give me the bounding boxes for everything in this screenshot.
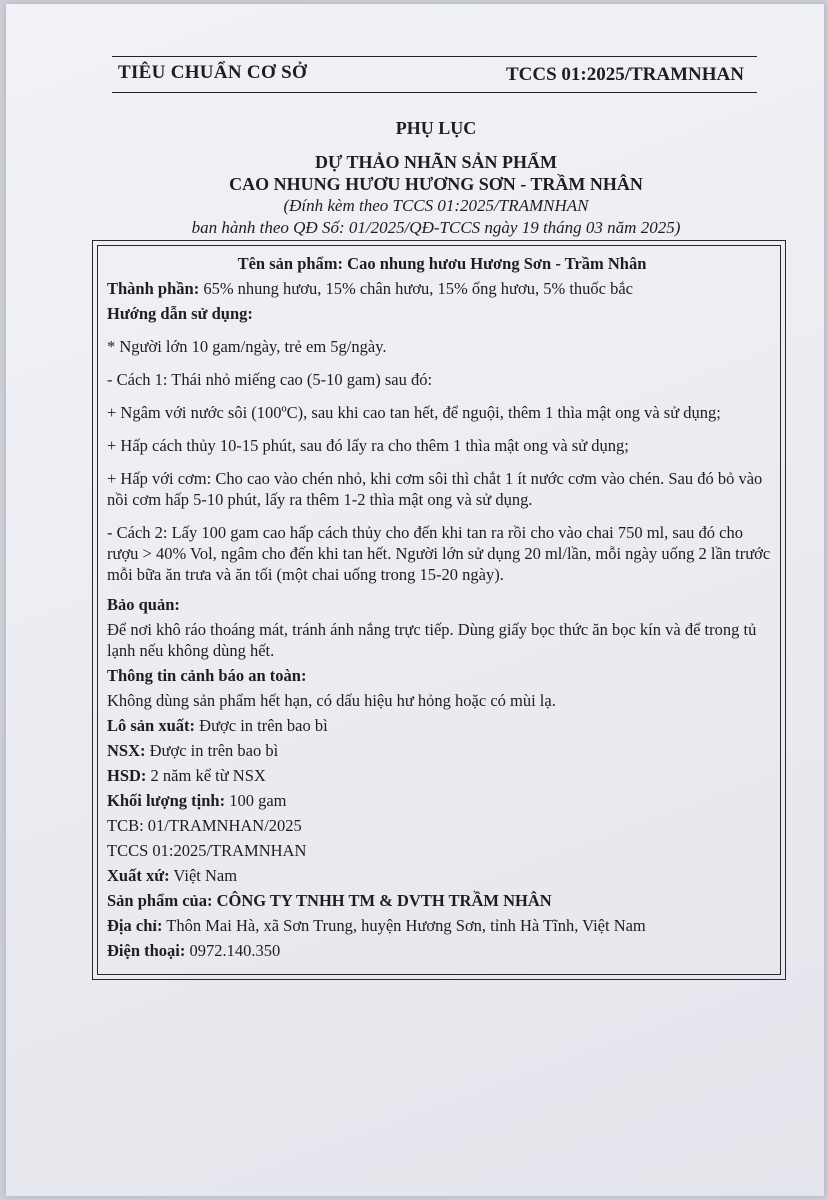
usage-line: + Hấp cách thủy 10-15 phút, sau đó lấy ra cho thêm 1 thìa mật ong và sử dụng; — [107, 436, 629, 455]
address — [107, 915, 777, 936]
ingredients — [107, 278, 777, 299]
issued-note: ban hành theo QĐ Số: 01/2025/QĐ-TCCS ngày 19 tháng 03 năm 2025) — [191, 218, 681, 237]
maker — [107, 890, 777, 911]
ingredients-value: 65% nhung hươu, 15% chân hươu, 15% ống hươu, 5% thuốc bắc — [199, 279, 633, 298]
maker-label: Sản phẩm của: — [107, 891, 213, 910]
phone-value: 0972.140.350 — [185, 941, 281, 960]
attached-note: (Đính kèm theo TCCS 01:2025/TRAMNHAN — [283, 196, 589, 215]
safety-value: Không dùng sản phẩm hết hạn, có dấu hiệu hư hỏng hoặc có mùi lạ. — [107, 691, 556, 710]
lot-value: Được in trên bao bì — [195, 716, 328, 735]
address-value: Thôn Mai Hà, xã Sơn Trung, huyện Hương Sơn, tỉnh Hà Tĩnh, Việt Nam — [162, 916, 646, 935]
usage-line: + Hấp với cơm: Cho cao vào chén nhỏ, khi cơm sôi thì chắt 1 ít nước cơm vào chén. Sau đó bỏ vào nồi cơm hấp 5-10 phút, lấy ra thêm 1-2 thìa mật ong và sử dụng. — [107, 469, 763, 509]
usage-line: - Cách 2: Lấy 100 gam cao hấp cách thủy cho đến khi tan ra rồi cho vào chai 750 ml, sau đó cho rượu > 40% Vol, ngâm cho đến khi tan hết. Người lớn sử dụng 20 ml/lần, mỗi ngày uống 2 lần trước mỗi bữa ăn trưa và ăn tối (một chai uống trong 15-20 ngày). — [107, 523, 771, 584]
appendix-title: PHỤ LỤC — [395, 118, 477, 138]
phone-label: Điện thoại: — [107, 941, 186, 960]
exp-value: 2 năm kể từ NSX — [146, 766, 266, 785]
address-label: Địa chỉ: — [107, 916, 163, 935]
mfg-value: Được in trên bao bì — [145, 741, 279, 760]
maker-value: CÔNG TY TNHH TM & DVTH TRẦM NHÂN — [212, 891, 552, 910]
usage-line: * Người lớn 10 gam/ngày, trẻ em 5g/ngày. — [107, 337, 387, 356]
weight-label: Khối lượng tịnh: — [107, 791, 226, 810]
product-label-content — [107, 253, 777, 961]
lot-label: Lô sản xuất: — [107, 716, 196, 735]
title-block — [106, 118, 766, 239]
document-page — [6, 4, 824, 1196]
ingredients-label: Thành phần: — [107, 279, 200, 298]
product-label-box — [92, 240, 786, 980]
usage-line: - Cách 1: Thái nhỏ miếng cao (5-10 gam) sau đó: — [107, 370, 433, 389]
usage-label: Hướng dẫn sử dụng: — [107, 304, 253, 323]
header-standard-title: TIÊU CHUẨN CƠ SỞ — [118, 62, 308, 83]
phone — [107, 940, 777, 961]
exp-label: HSD: — [107, 766, 147, 785]
weight-value: 100 gam — [225, 791, 287, 810]
draft-label-title: DỰ THẢO NHÃN SẢN PHẨM — [315, 152, 557, 172]
expiry — [107, 765, 777, 786]
header-rule-top — [112, 56, 757, 57]
storage-value: Để nơi khô ráo thoáng mát, tránh ánh nắng trực tiếp. Dùng giấy bọc thức ăn bọc kín và để trong tủ lạnh nếu không dùng hết. — [107, 620, 757, 660]
header-standard-code: TCCS 01:2025/TRAMNHAN — [505, 64, 744, 85]
product-title: CAO NHUNG HƯƠU HƯƠNG SƠN - TRẦM NHÂN — [229, 174, 643, 194]
origin-value: Việt Nam — [169, 866, 238, 885]
safety-label: Thông tin cảnh báo an toàn: — [107, 666, 307, 685]
origin — [107, 865, 777, 886]
product-name: Tên sản phẩm: Cao nhung hươu Hương Sơn - Trầm Nhân — [237, 254, 647, 273]
tcb-code: TCB: 01/TRAMNHAN/2025 — [107, 816, 302, 835]
lot — [107, 715, 777, 736]
mfg-label: NSX: — [107, 741, 146, 760]
storage-label: Bảo quản: — [107, 595, 180, 614]
tccs-code: TCCS 01:2025/TRAMNHAN — [107, 841, 307, 860]
origin-label: Xuất xứ: — [107, 866, 170, 885]
mfg-date — [107, 740, 777, 761]
header-rule-bottom — [112, 92, 757, 93]
net-weight — [107, 790, 777, 811]
usage-line: + Ngâm với nước sôi (100ºC), sau khi cao tan hết, để nguội, thêm 1 thìa mật ong và sử dụng; — [107, 403, 721, 422]
